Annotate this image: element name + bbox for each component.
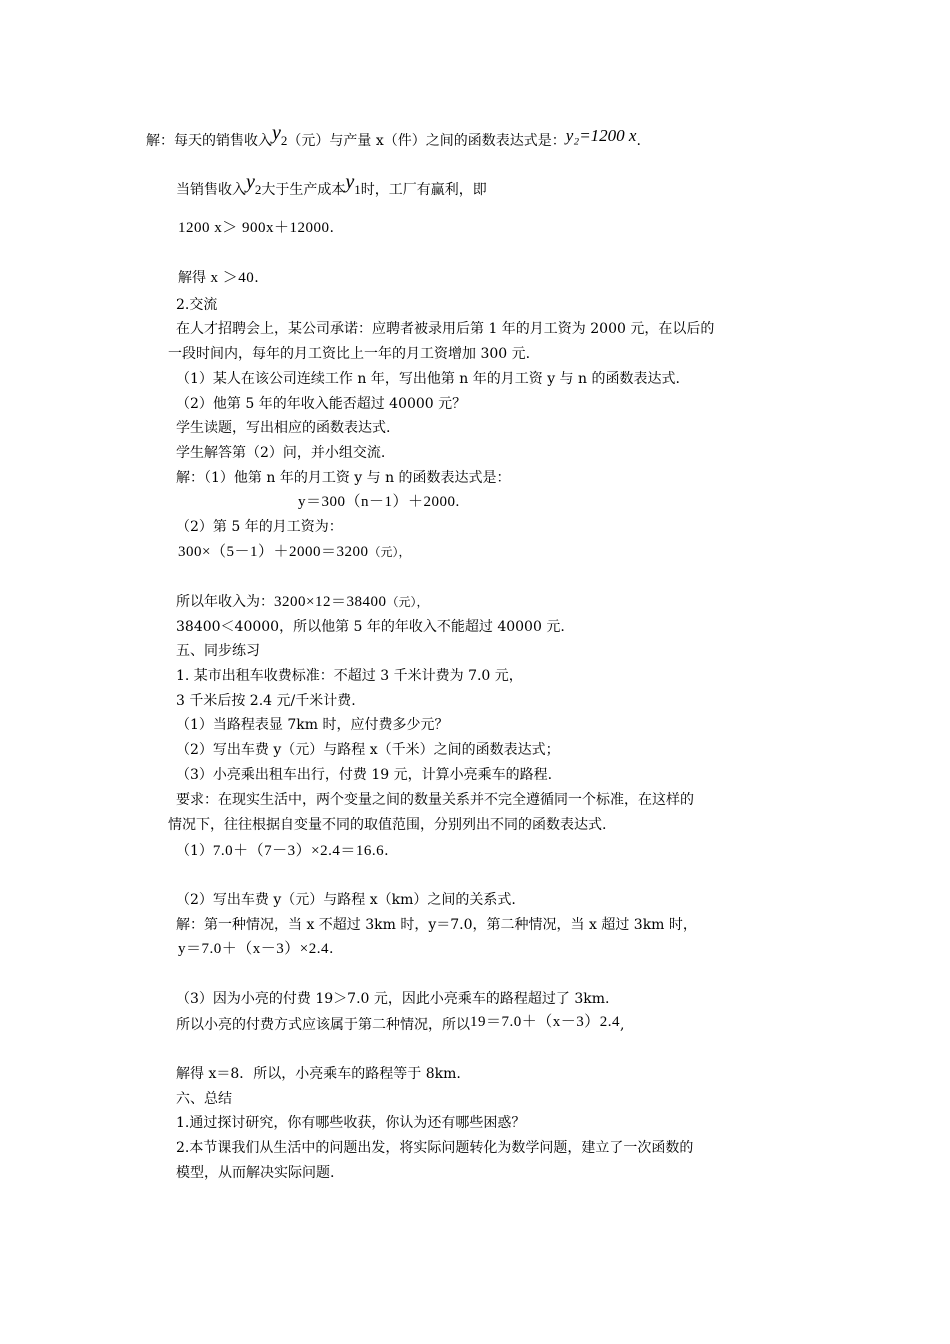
math-subscript: 2 [254, 182, 262, 197]
period: . [636, 133, 641, 149]
math-y: y [345, 171, 355, 193]
unit-text: （元）， [386, 595, 429, 609]
condition-text: 当销售收入 [176, 182, 246, 198]
summary-line: 1.通过探讨研究，你有哪些收获，你认为还有哪些困惑？ [176, 1115, 526, 1131]
period: . [329, 220, 334, 236]
paragraph-line: 学生解答第（2）问，并小组交流. [176, 445, 386, 461]
paragraph-line: 在人才招聘会上，某公司承诺：应聘者被录用后第 1 年的月工资为 2000 元，在以后的 [176, 321, 715, 337]
formula-line [178, 543, 410, 561]
condition-text: 大于生产成本 [261, 182, 346, 198]
solution-text: （元）与产量 x（件）之间的函数表达式是： [287, 133, 566, 149]
formula-text: 300×（5－1）＋2000＝3200 [178, 544, 369, 560]
paragraph-line: 一段时间内，每年的月工资比上一年的月工资增加 300 元. [168, 346, 531, 362]
question-line: （1）某人在该公司连续工作 n 年，写出他第 n 年的月工资 y 与 n 的函数表达式. [176, 371, 680, 387]
condition-line [176, 171, 487, 199]
question-line: （1）当路程表显 7km 时，应付费多少元？ [176, 717, 449, 733]
answer-line: 38400＜40000，所以他第 5 年的年收入不能超过 40000 元. [176, 619, 565, 635]
solve-line [178, 269, 259, 287]
answer-line: 解：（1）他第 n 年的月工资 y 与 n 的函数表达式是： [176, 470, 511, 486]
answer-text: 所以年收入为： [176, 594, 274, 610]
section-heading: 2.交流 [176, 297, 218, 313]
section-heading: 六、总结 [176, 1091, 232, 1107]
section-heading: 五、同步练习 [176, 643, 260, 659]
requirement-line: 情况下，往往根据自变量不同的取值范围，分别列出不同的函数表达式. [168, 817, 607, 833]
math-y: y [272, 122, 281, 144]
exercise-line: 3 千米后按 2.4 元/千米计费. [176, 693, 356, 709]
formula-text: 7.0＋（7－3）×2.4＝16.6 [212, 843, 385, 859]
solution-text: （1） [176, 843, 213, 859]
question-line: （2）他第 5 年的年收入能否超过 40000 元？ [176, 396, 467, 412]
math-y2 [272, 122, 288, 149]
solution-line: （3）因为小亮的付费 19＞7.0 元，因此小亮乘车的路程超过了 3km. [176, 991, 610, 1007]
formula-text: 3200×12＝38400 [274, 594, 387, 610]
summary-line: 模型，从而解决实际问题. [176, 1165, 335, 1181]
inequality-line [178, 219, 334, 237]
formula-text: y＝7.0＋（x－3）×2.4 [178, 941, 329, 957]
question-line: （2）写出车费 y（元）与路程 x（千米）之间的函数表达式； [176, 742, 560, 758]
solve-formula: x ＞40 [210, 270, 255, 286]
solution-text: 所以小亮的付费方式应该属于第二种情况，所以 [176, 1017, 470, 1033]
exercise-line: 1. 某市出租车收费标准：不超过 3 千米计费为 7.0 元， [176, 668, 523, 684]
question-line: （3）小亮乘出租车出行，付费 19 元，计算小亮乘车的路程. [176, 767, 553, 783]
math-subscript: 2 [280, 133, 288, 148]
solution-line: 解得 x＝8．所以，小亮乘车的路程等于 8km. [176, 1066, 461, 1082]
inequality-formula: 1200 x＞ 900x＋12000 [178, 220, 330, 236]
summary-line: 2.本节课我们从生活中的问题出发，将实际问题转化为数学问题，建立了一次函数的 [176, 1140, 694, 1156]
solution-line [176, 842, 389, 860]
period: . [328, 941, 334, 957]
solution-text: 解：每天的销售收入 [146, 133, 272, 149]
period: . [254, 270, 259, 286]
solution-line [176, 1016, 624, 1034]
answer-line: （2）第 5 年的月工资为： [176, 519, 343, 535]
solution-line: （2）写出车费 y（元）与路程 x（km）之间的关系式. [176, 892, 516, 908]
formula-text: 19＝7.0＋（x－3）2.4 [470, 1014, 621, 1030]
solution-line-1 [146, 122, 641, 150]
solve-text: 解得 [178, 270, 211, 286]
condition-text: 时，工厂有赢利，即 [360, 182, 487, 198]
paragraph-line: 学生读题，写出相应的函数表达式. [176, 420, 391, 436]
formula-line: y＝300（n－1）＋2000. [298, 494, 460, 510]
period: . [384, 843, 389, 859]
math-subscript: 1 [354, 182, 361, 197]
unit-text: （元）， [368, 545, 411, 559]
answer-line [176, 593, 428, 611]
formula-line [178, 940, 333, 958]
formula-y2: y₂=1200 x [565, 126, 637, 145]
requirement-line: 要求：在现实生活中，两个变量之间的数量关系并不完全遵循同一个标准，在这样的 [176, 792, 694, 808]
comma: , [620, 1017, 625, 1033]
math-y: y [246, 171, 255, 193]
solution-line: 解：第一种情况，当 x 不超过 3km 时，y＝7.0，第二种情况，当 x 超过 3km 时， [176, 917, 697, 933]
